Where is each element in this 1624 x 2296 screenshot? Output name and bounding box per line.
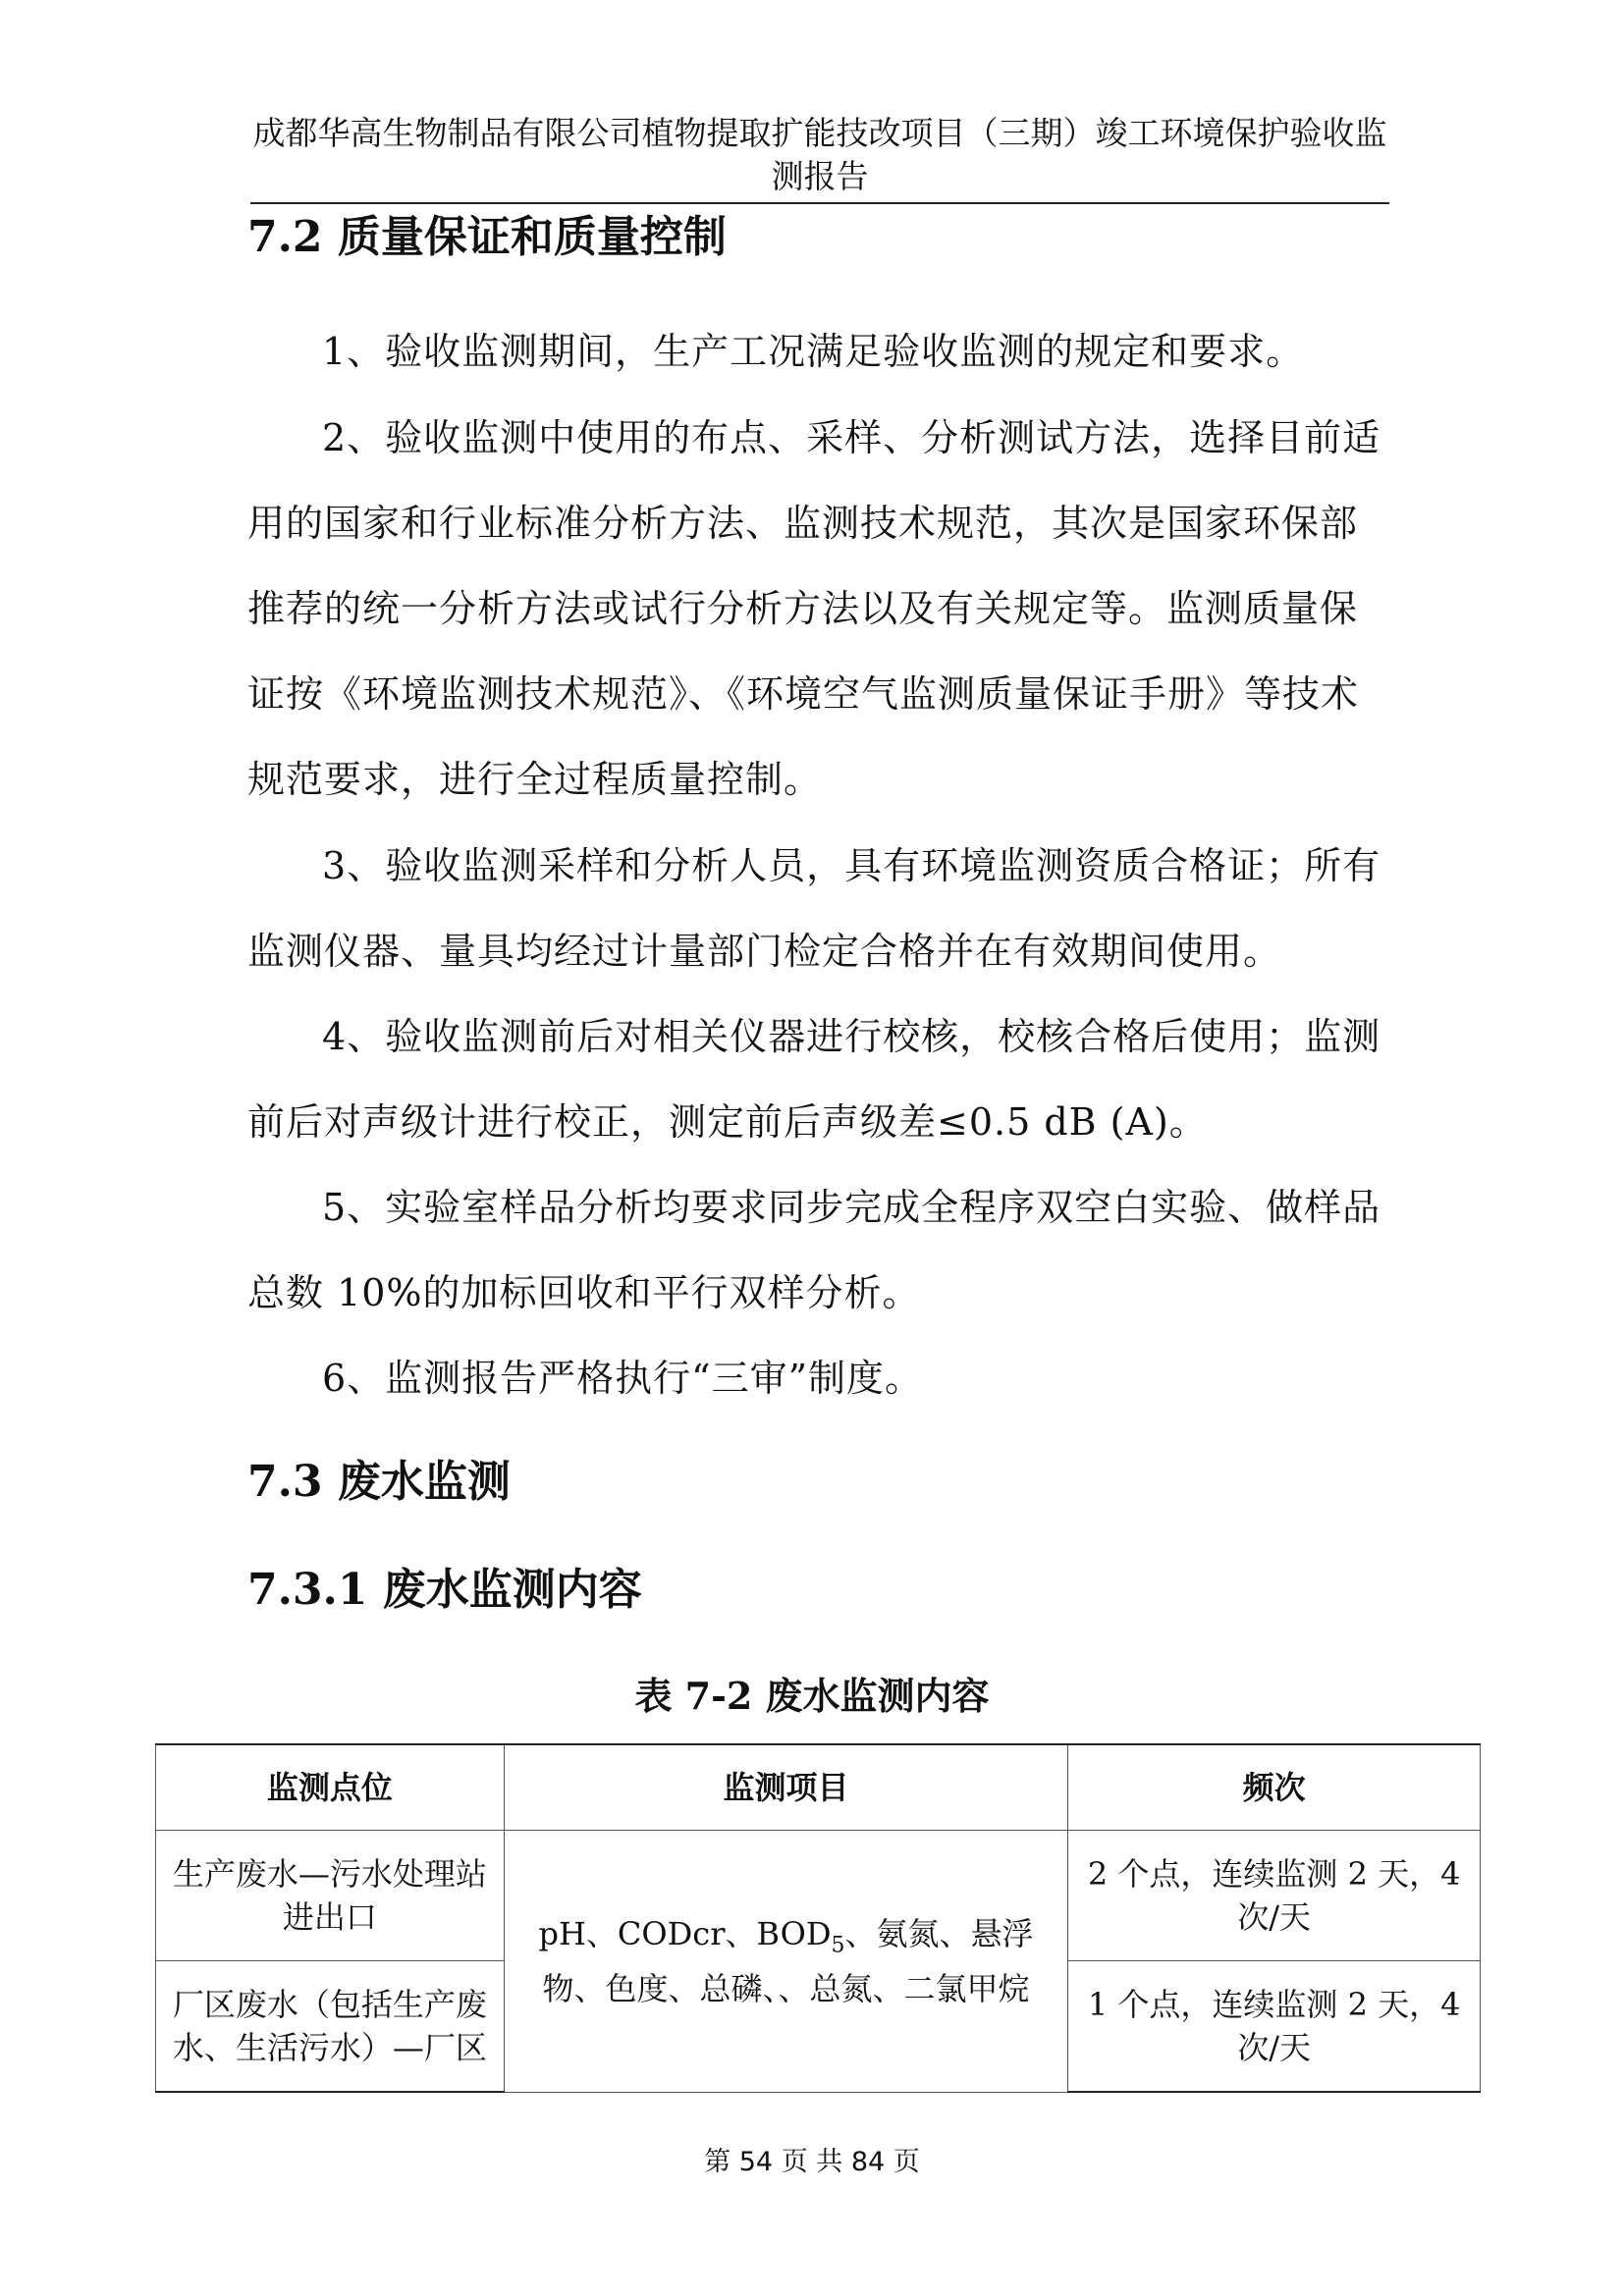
subsection-title-7-3-1: 7.3.1 废水监测内容 — [247, 1565, 642, 1615]
paragraph-6: 6、监测报告严格执行“三审”制度。 — [322, 1357, 924, 1400]
column-header-items: 监测项目 — [504, 1744, 1068, 1831]
page-number: 第 54 页 共 84 页 — [704, 2147, 920, 2177]
location-cell: 厂区废水（包括生产废水、生活污水）—厂区 — [156, 1961, 505, 2093]
location-cell: 生产废水—污水处理站进出口 — [156, 1831, 505, 1961]
table-row — [156, 1831, 1481, 1961]
paragraph-4: 4、验收监测前后对相关仪器进行校核，校核合格后使用；监测前后对声级计进行校正，测定前后声级差≤0.5 dB (A)。 — [247, 1015, 1381, 1144]
section-title-7-3: 7.3 废水监测 — [247, 1457, 511, 1507]
frequency-cell: 1 个点，连续监测 2 天，4 次/天 — [1068, 1961, 1481, 2093]
paragraph-2: 2、验收监测中使用的布点、采样、分析测试方法，选择目前适用的国家和行业标准分析方法、监测技术规范，其次是国家环保部推荐的统一分析方法或试行分析方法以及有关规定等。监测质量保证按《环境监测技术规范》、《环境空气监测质量保证手册》等技术规范要求，进行全过程质量控制。 — [247, 416, 1381, 801]
column-header-location: 监测点位 — [156, 1744, 505, 1831]
paragraph-1: 1、验收监测期间，生产工况满足验收监测的规定和要求。 — [322, 330, 1305, 373]
page-header: 成都华高生物制品有限公司植物提取扩能技改项目（三期）竣工环境保护验收监测报告 — [250, 112, 1389, 204]
paragraph-3: 3、验收监测采样和分析人员，具有环境监测资质合格证；所有监测仪器、量具均经过计量部门检定合格并在有效期间使用。 — [247, 844, 1381, 973]
section-title-7-2: 7.2 质量保证和质量控制 — [247, 212, 727, 262]
table-caption: 表 7-2 废水监测内容 — [634, 1674, 990, 1718]
paragraph-5: 5、实验室样品分析均要求同步完成全程序双空白实验、做样品总数 10%的加标回收和平行双样分析。 — [247, 1186, 1381, 1314]
monitoring-items-cell: pH、CODcr、$BOD_5$、氨氮、悬浮物、色度、总磷、、总氮、二氯甲烷 — [504, 1831, 1068, 2093]
table-header-row — [156, 1744, 1481, 1831]
wastewater-monitoring-table — [155, 1743, 1481, 2093]
frequency-cell: 2 个点，连续监测 2 天，4 次/天 — [1068, 1831, 1481, 1961]
column-header-frequency: 频次 — [1068, 1744, 1481, 1831]
